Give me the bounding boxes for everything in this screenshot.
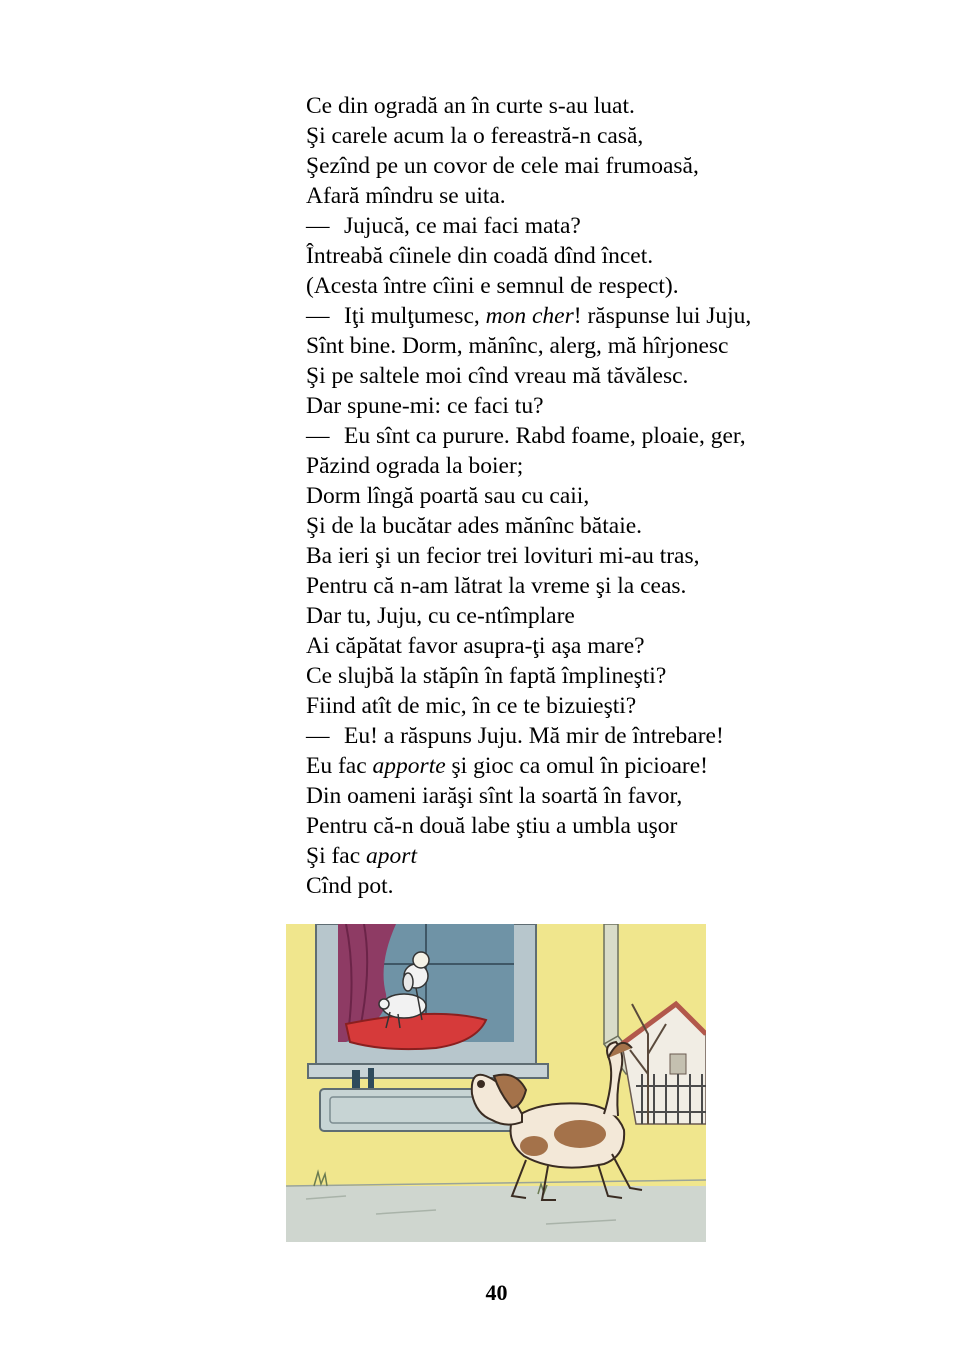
poem-line [306,571,866,601]
line-text: Sînt bine. Dorm, mănînc, alerg, mă hîrjonesc [306,333,729,359]
line-text: Afară mîndru se uita. [306,183,506,209]
poem-line [306,721,866,751]
line-text: Şi pe saltele moi cînd vreau mă tăvălesc. [306,363,689,389]
line-text: Eu fac [306,753,373,779]
poem-line [306,421,866,451]
line-text: Pentru că n-am lătrat la vreme şi la ceas. [306,573,687,599]
poem-line [306,751,866,781]
line-text: Dar spune-mi: ce faci tu? [306,393,544,419]
line-text: Ba ieri şi un fecior trei lovituri mi-au tras, [306,543,700,569]
line-text: Din oameni iarăşi sînt la soartă în favor, [306,783,683,809]
dialogue-dash: — [306,213,330,239]
dialogue-dash: — [306,723,330,749]
line-text: (Acesta între cîini e semnul de respect). [306,273,679,299]
poem-line [306,151,866,181]
poem-line [306,601,866,631]
line-text: şi gioc ca omul în picioare! [445,753,708,779]
line-text: Păzind ograda la boier; [306,453,524,479]
poem-line [306,451,866,481]
line-text: Pentru că-n două labe ştiu a umbla uşor [306,813,678,839]
poem-line [306,181,866,211]
line-text: Şi de la bucătar ades mănînc bătaie. [306,513,643,539]
line-text: Ai căpătat favor asupra-ţi aşa mare? [306,633,645,659]
poem-line [306,241,866,271]
poem-line [306,871,866,901]
poem-line [306,481,866,511]
poem-line [306,781,866,811]
poem-line [306,511,866,541]
illustration [286,924,706,1242]
line-text: Jujucă, ce mai faci mata? [344,213,581,239]
poem-line [306,391,866,421]
line-text: Şezînd pe un covor de cele mai frumoasă, [306,153,699,179]
drainpipe [604,924,618,1044]
line-text: Dorm lîngă poartă sau cu caii, [306,483,590,509]
poem-text [306,91,866,901]
poem-line [306,691,866,721]
dialogue-dash: — [306,303,330,329]
italic-phrase: aport [366,843,417,869]
poem-line [306,91,866,121]
poem-line [306,631,866,661]
line-text: Ce din ogradă an în curte s-au luat. [306,93,635,119]
line-text: ! răspunse lui Juju, [573,303,752,329]
line-text: Dar tu, Juju, cu ce-ntîmplare [306,603,575,629]
poem-line [306,541,866,571]
line-text: Eu! a răspuns Juju. Mă mir de întrebare! [344,723,724,749]
line-text: Şi carele acum la o fereastră-n casă, [306,123,644,149]
poem-line [306,211,866,241]
poem-line [306,661,866,691]
poem-line [306,811,866,841]
line-text: Iţi mulţumesc, [344,303,486,329]
line-text: Fiind atît de mic, în ce te bizuieşti? [306,693,637,719]
italic-phrase: mon cher [485,303,574,329]
line-text: Cînd pot. [306,873,394,899]
line-text: Ce slujbă la stăpîn în faptă împlineşti? [306,663,667,689]
line-text: Şi fac [306,843,367,869]
poem-line [306,121,866,151]
ground [286,1186,706,1242]
poem-line [306,361,866,391]
line-text: Eu sînt ca purure. Rabd foame, ploaie, ger, [344,423,746,449]
page-number: 40 [485,1280,508,1305]
poem-line [306,331,866,361]
italic-phrase: apporte [372,753,446,779]
poem-line [306,271,866,301]
line-text: Întreabă cîinele din coadă dînd încet. [306,243,654,269]
poem-line [306,841,866,871]
poem-line [306,301,866,331]
dialogue-dash: — [306,423,330,449]
